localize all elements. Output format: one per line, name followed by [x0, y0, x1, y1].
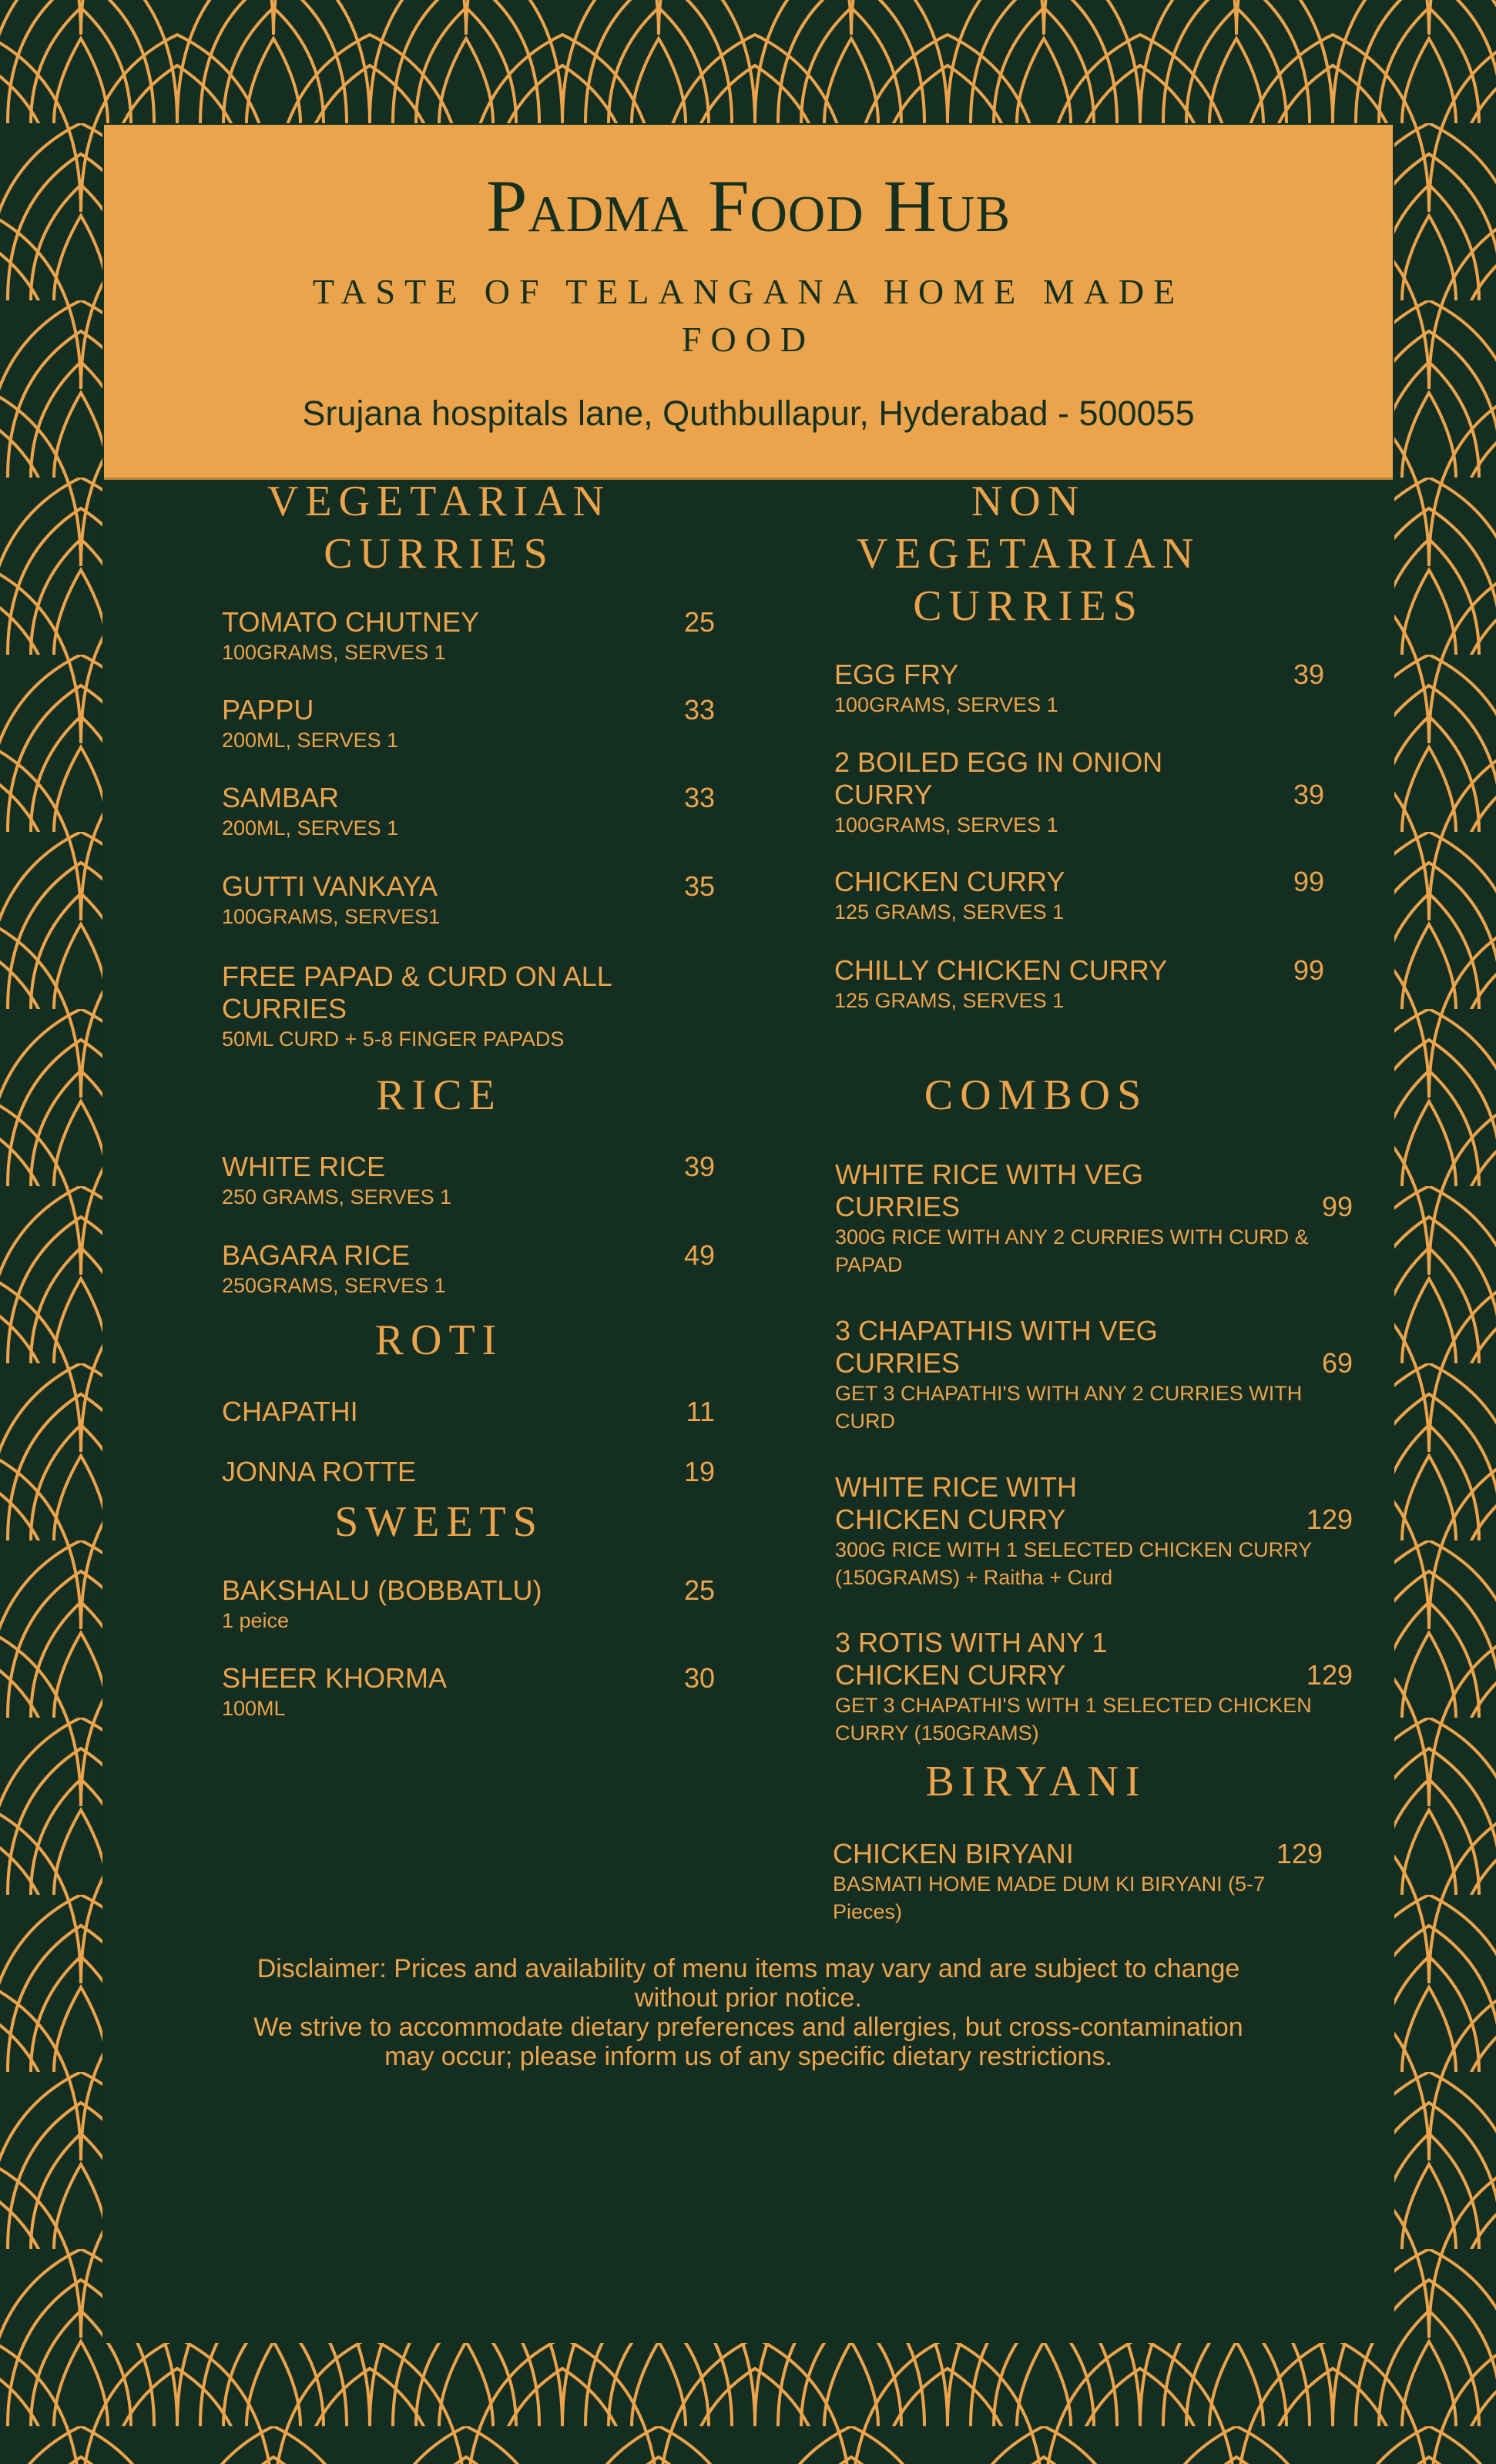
- item-name: CHICKEN CURRY: [834, 866, 1065, 897]
- item-price: 33: [683, 694, 715, 726]
- menu-item: [222, 782, 715, 842]
- item-name: 3 ROTIS WITH ANY 1 CHICKEN CURRY: [835, 1627, 1108, 1691]
- item-name: CHICKEN BIRYANI: [833, 1838, 1074, 1869]
- item-name: TOMATO CHUTNEY: [222, 606, 480, 638]
- item-desc: 100GRAMS, SERVES 1: [834, 813, 1058, 836]
- item-price: 25: [683, 606, 715, 638]
- item-name: SHEER KHORMA: [222, 1662, 448, 1694]
- section-title-roti: ROTI: [374, 1316, 504, 1364]
- item-price: 25: [683, 1574, 715, 1606]
- disclaimer-prices: Disclaimer: Prices and availability of menu items may vary and are subject to change without prior notice.: [257, 1954, 1240, 2013]
- item-desc: BASMATI HOME MADE DUM KI BIRYANI (5-7 Pieces): [833, 1872, 1266, 1923]
- section-title-veg-curries: VEGETARIAN CURRIES: [267, 478, 612, 578]
- menu-item-free-papad: [222, 960, 653, 1053]
- menu-item: [222, 1151, 715, 1211]
- item-price: 39: [683, 1151, 715, 1182]
- item-desc: GET 3 CHAPATHI'S WITH ANY 2 CURRIES WITH CURD: [835, 1382, 1303, 1433]
- item-price: 39: [1293, 779, 1324, 810]
- menu-panel: [104, 125, 1393, 2342]
- menu-item: [834, 659, 1324, 719]
- item-price: 129: [1306, 1504, 1353, 1535]
- item-price: 35: [683, 870, 715, 902]
- menu-item: [835, 1627, 1353, 1747]
- item-name: FREE PAPAD & CURD ON ALL CURRIES: [222, 960, 612, 1024]
- item-desc: 100ML: [222, 1697, 286, 1720]
- item-desc: 200ML, SERVES 1: [222, 729, 399, 752]
- item-price: 33: [683, 782, 715, 813]
- item-name: EGG FRY: [834, 659, 959, 690]
- section-title-text: NON VEGETARIAN CURRIES: [856, 478, 1201, 630]
- restaurant-name: Padma Food Hub: [485, 165, 1011, 247]
- item-name: BAKSHALU (BOBBATLU): [222, 1574, 542, 1606]
- item-price: 99: [1293, 954, 1324, 986]
- item-name: SAMBAR: [222, 782, 340, 813]
- item-price: 11: [686, 1396, 715, 1427]
- item-price: 99: [1293, 866, 1324, 897]
- item-name: CHAPATHI: [222, 1396, 358, 1427]
- menu-item: [222, 1239, 715, 1299]
- item-name: 2 BOILED EGG IN ONION CURRY: [834, 746, 1163, 810]
- section-title-rice: RICE: [376, 1071, 502, 1119]
- menu-item: [222, 1396, 715, 1428]
- menu-item: [834, 746, 1324, 839]
- menu-item: [222, 870, 715, 930]
- menu-item: [222, 1574, 715, 1634]
- item-price: 30: [683, 1662, 715, 1694]
- item-desc: 1 peice: [222, 1609, 290, 1632]
- section-title-nonveg-curries: [855, 475, 1202, 632]
- menu-item: [834, 954, 1324, 1014]
- section-title-biryani: BIRYANI: [925, 1758, 1147, 1805]
- item-desc: 200ML, SERVES 1: [222, 816, 399, 840]
- menu-item: [222, 1456, 715, 1488]
- menu-item: [835, 1158, 1353, 1279]
- item-price: 19: [683, 1456, 715, 1487]
- item-price: 129: [1306, 1659, 1353, 1691]
- item-name: JONNA ROTTE: [222, 1456, 417, 1487]
- item-price: 99: [1321, 1191, 1353, 1222]
- item-name: WHITE RICE WITH CHICKEN CURRY: [835, 1471, 1077, 1535]
- item-desc: 100GRAMS, SERVES 1: [222, 641, 446, 664]
- item-price: 49: [683, 1239, 715, 1271]
- item-name: GUTTI VANKAYA: [222, 870, 438, 902]
- menu-item: [835, 1315, 1353, 1435]
- item-price: 129: [1276, 1838, 1323, 1869]
- item-desc: 300G RICE WITH ANY 2 CURRIES WITH CURD & PAPAD: [835, 1225, 1309, 1276]
- item-name: WHITE RICE WITH VEG CURRIES: [835, 1158, 1143, 1222]
- tagline: TASTE OF TELANGANA HOME MADE FOOD: [312, 272, 1185, 359]
- item-name: BAGARA RICE: [222, 1239, 411, 1271]
- item-name: 3 CHAPATHIS WITH VEG CURRIES: [835, 1315, 1158, 1379]
- menu-header: [104, 125, 1393, 480]
- item-desc: 250 GRAMS, SERVES 1: [222, 1185, 452, 1209]
- item-name: WHITE RICE: [222, 1151, 385, 1182]
- item-price: 39: [1293, 659, 1324, 690]
- disclaimer: [104, 1954, 1393, 2071]
- menu-item: [834, 866, 1324, 926]
- menu-item: [835, 1471, 1353, 1591]
- item-desc: 100GRAMS, SERVES 1: [834, 693, 1058, 716]
- item-desc: 125 GRAMS, SERVES 1: [834, 900, 1065, 924]
- menu-item: [833, 1838, 1323, 1926]
- item-desc: GET 3 CHAPATHI'S WITH 1 SELECTED CHICKEN CURRY (150GRAMS): [835, 1694, 1312, 1745]
- menu-item: [222, 606, 715, 666]
- menu-item: [222, 694, 715, 754]
- item-desc: 125 GRAMS, SERVES 1: [834, 989, 1065, 1012]
- address: Srujana hospitals lane, Quthbullapur, Hyderabad - 500055: [302, 394, 1195, 433]
- item-price: 69: [1321, 1347, 1353, 1379]
- menu-item: [222, 1662, 715, 1722]
- item-desc: 50ML CURD + 5-8 FINGER PAPADS: [222, 1028, 565, 1051]
- section-title-combos: COMBOS: [924, 1071, 1149, 1119]
- disclaimer-allergies: We strive to accommodate dietary preferences and allergies, but cross-contamination may occur; please inform us of any specific dietary restrictions.: [253, 2013, 1243, 2071]
- item-desc: 300G RICE WITH 1 SELECTED CHICKEN CURRY (150GRAMS) + Raitha + Curd: [835, 1538, 1312, 1589]
- item-name: CHILLY CHICKEN CURRY: [834, 954, 1168, 986]
- item-desc: 100GRAMS, SERVES1: [222, 905, 441, 928]
- section-title-sweets: SWEETS: [334, 1498, 544, 1546]
- item-desc: 250GRAMS, SERVES 1: [222, 1274, 446, 1297]
- item-name: PAPPU: [222, 694, 314, 726]
